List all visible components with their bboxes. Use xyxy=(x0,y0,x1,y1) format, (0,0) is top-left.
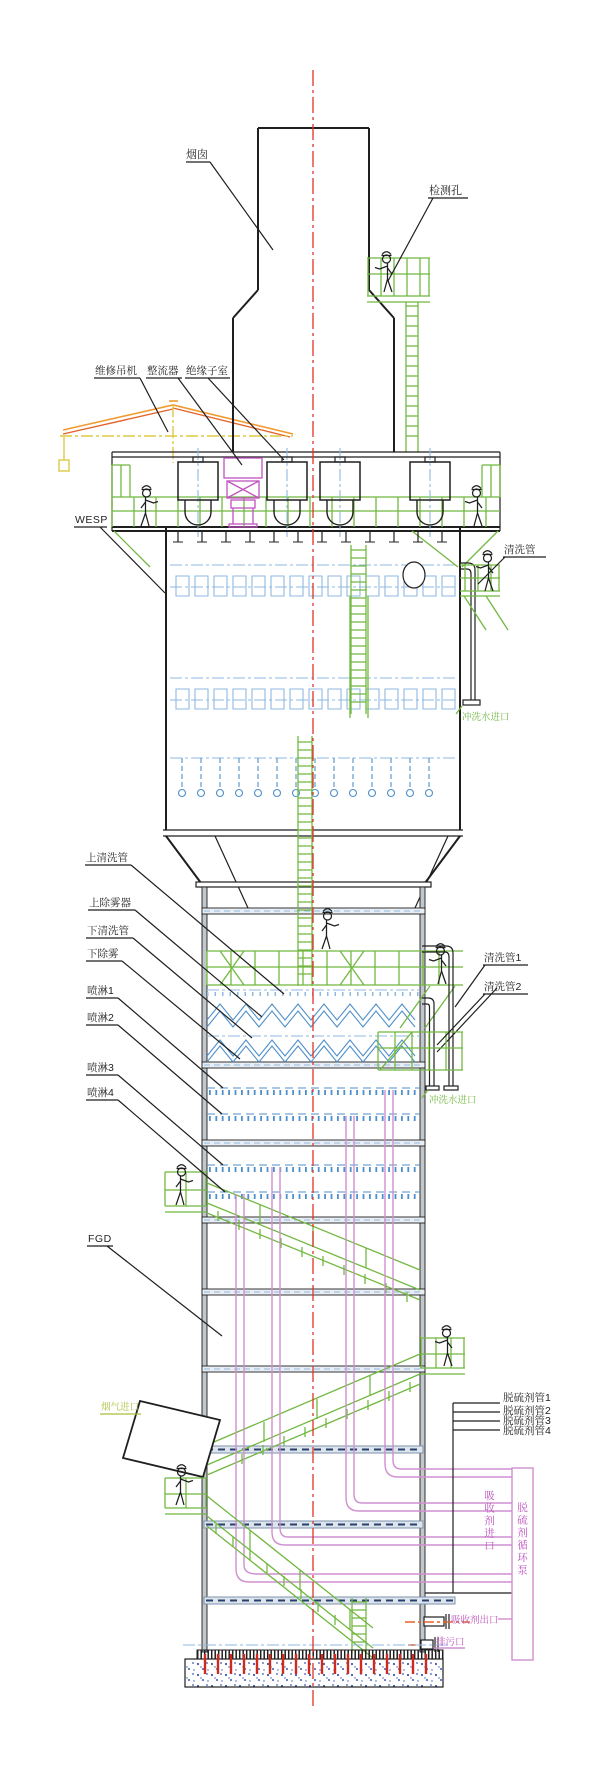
label-wash-pipe-1: 清洗管1 xyxy=(484,952,522,964)
worker-figure xyxy=(322,909,339,949)
stairs-lower xyxy=(165,1478,373,1658)
label-flush-water-inlet-upper: 冲洗水进口 xyxy=(462,712,510,723)
label-absorbent-outlet: 吸收剂出口 xyxy=(451,1615,499,1626)
label-upper-wash-pipe: 上清洗管 xyxy=(86,852,128,864)
wesp-right-platform xyxy=(350,565,508,718)
label-wash-pipe-2: 清洗管2 xyxy=(484,981,522,993)
stack-inspection-platform xyxy=(367,258,430,452)
insulator-boxes xyxy=(178,448,450,537)
foundation-slab xyxy=(185,1659,443,1687)
label-upper-demister: 上除雾器 xyxy=(89,897,131,909)
label-lower-wash-pipe: 下清洗管 xyxy=(87,925,129,937)
label-flue-gas-inlet: 烟气进口 xyxy=(101,1402,140,1413)
rectifier-unit xyxy=(224,458,262,527)
label-spray-4: 喷淋4 xyxy=(87,1087,114,1099)
label-absorbent-inlet: 吸收剂进口 xyxy=(483,1490,495,1553)
label-flush-water-inlet-lower: 冲洗水进口 xyxy=(429,1095,477,1106)
label-wash-pipe: 清洗管 xyxy=(504,544,536,556)
label-wesp: WESP xyxy=(75,514,108,526)
maintenance-crane xyxy=(59,401,293,471)
crane-hook-icon xyxy=(59,460,69,471)
fgd-wash-pipes xyxy=(378,946,497,1098)
worker-figure xyxy=(429,944,446,984)
label-lower-demister: 下除雾 xyxy=(87,948,119,960)
label-rectifier: 整流器 xyxy=(147,365,179,377)
anchor-band xyxy=(197,1650,443,1659)
label-insulator-room: 绝缘子室 xyxy=(186,365,228,377)
label-reagent-pipe-1: 脱硫剂管1 xyxy=(503,1392,551,1404)
wesp-internals xyxy=(170,545,458,797)
label-circulation-pump: 脱硫剂循环泵 xyxy=(516,1502,528,1577)
label-reagent-pipe-4: 脱硫剂管4 xyxy=(503,1425,551,1437)
label-fgd: FGD xyxy=(88,1233,112,1245)
worker-figure xyxy=(176,1165,193,1205)
label-maintenance-crane: 维修吊机 xyxy=(95,365,137,377)
label-drain: 排污口 xyxy=(436,1637,465,1648)
workers xyxy=(141,252,493,1505)
worker-figure xyxy=(435,1326,452,1366)
label-reagent-pipe-2: 脱硫剂管2 xyxy=(503,1405,551,1417)
label-inspection-hole: 检测孔 xyxy=(429,185,462,197)
insulator-deck xyxy=(112,452,500,567)
label-reagent-pipe-3: 脱硫剂管3 xyxy=(503,1415,551,1427)
foundation xyxy=(183,1645,448,1687)
label-spray-1: 喷淋1 xyxy=(87,985,114,997)
worker-figure xyxy=(465,486,482,526)
label-stack: 烟囱 xyxy=(186,149,208,161)
slurry-spray-pipes xyxy=(236,1090,512,1582)
label-spray-3: 喷淋3 xyxy=(87,1062,114,1074)
label-spray-2: 喷淋2 xyxy=(87,1012,114,1024)
manhole xyxy=(403,562,425,588)
